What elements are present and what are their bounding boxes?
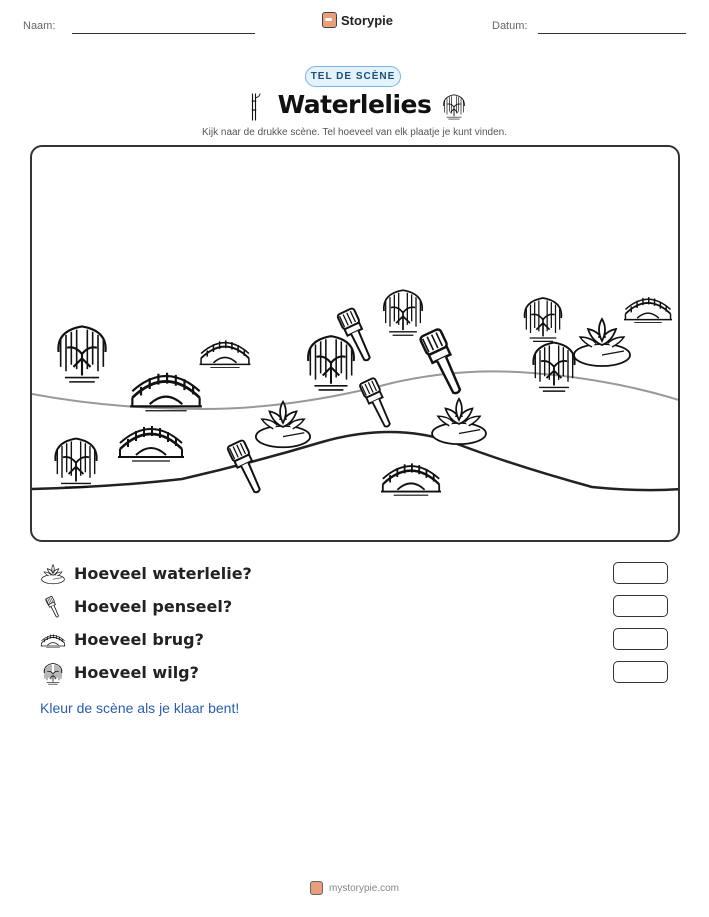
waterlily: [432, 399, 486, 444]
brand-name: Storypie: [341, 12, 394, 28]
paintbrush: [359, 377, 395, 429]
question-bridge: [40, 628, 670, 652]
name-label: Naam:: [23, 20, 56, 32]
waterlily: [574, 319, 630, 366]
willow-tree: [533, 343, 574, 392]
date-line[interactable]: [538, 33, 686, 34]
willow-tree: [58, 326, 105, 381]
question-text: Hoeveel wilg?: [74, 663, 199, 682]
instructions: Kijk naar de drukke scène. Tel hoeveel van elk plaatje je kunt vinden.: [201, 127, 507, 138]
counting-scene: [30, 145, 680, 542]
question-text: Hoeveel penseel?: [74, 597, 233, 616]
paintbrush: [337, 308, 376, 364]
bridge: [130, 373, 202, 411]
willow-tree: [308, 336, 354, 390]
coloring-note: Kleur de scène als je klaar bent!: [40, 700, 240, 716]
bridge: [118, 426, 184, 461]
waterlily: [256, 402, 310, 448]
question-text: Hoeveel waterlelie?: [74, 564, 252, 583]
question-text: Hoeveel brug?: [74, 630, 204, 649]
willow-icon: [440, 92, 468, 120]
activity-badge: TEL DE SCÈNE: [305, 66, 401, 87]
name-line[interactable]: [72, 33, 255, 34]
bridge-icon: [40, 628, 66, 652]
willow-tree: [384, 290, 422, 335]
willow-tree: [525, 298, 562, 341]
date-label: Datum:: [492, 20, 528, 32]
page-title: Waterlelies: [277, 90, 432, 119]
storypie-logo: [322, 12, 393, 28]
bridge: [200, 340, 251, 367]
storypie-mascot-icon: [310, 881, 323, 895]
question-willow: [40, 661, 670, 685]
paintbrush-icon: [40, 595, 66, 619]
answer-box-paintbrush[interactable]: [613, 595, 668, 617]
bridge: [624, 297, 672, 322]
bridge: [381, 463, 441, 495]
willow-icon: [40, 661, 66, 685]
scene-drawing: [32, 147, 680, 542]
footer: [0, 881, 709, 895]
waterlily-icon: [40, 562, 66, 586]
question-waterlily: [40, 562, 670, 586]
waterline-upper: [32, 371, 680, 409]
willow-tree: [55, 439, 96, 488]
paintbrush: [419, 328, 467, 397]
footer-url[interactable]: mystorypie.com: [328, 882, 399, 894]
storypie-mascot-icon: [322, 12, 337, 28]
answer-box-bridge[interactable]: [613, 628, 668, 650]
answer-box-waterlily[interactable]: [613, 562, 668, 584]
answer-box-willow[interactable]: [613, 661, 668, 683]
question-paintbrush: [40, 595, 670, 619]
